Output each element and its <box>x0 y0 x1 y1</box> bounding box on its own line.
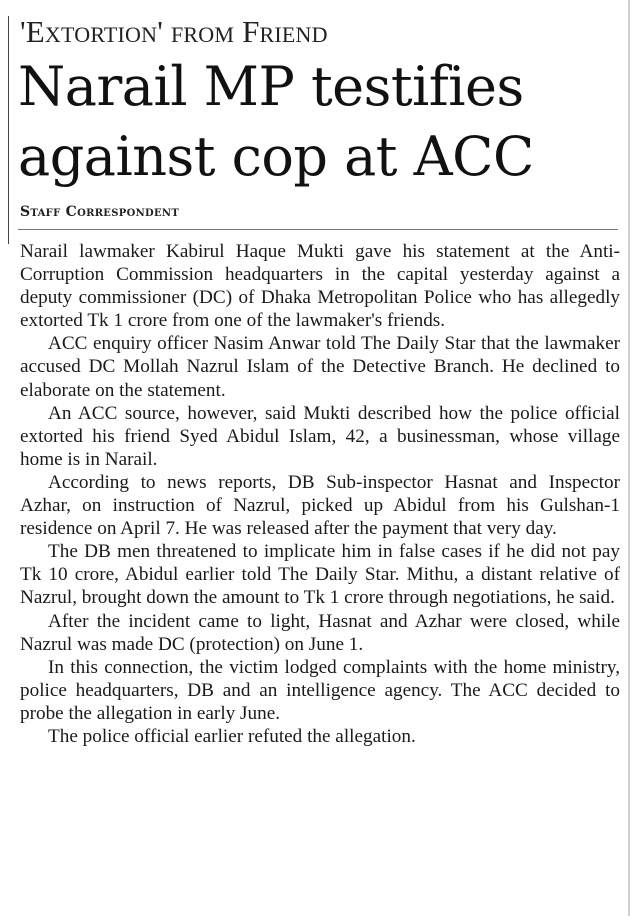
paragraph: In this connection, the victim lodged complaints with the home ministry, police headquarters, DB and an intelligence agency. The ACC decided to probe the allegation in early June. <box>20 656 620 724</box>
article-body <box>20 240 620 748</box>
headline: Narail MP testifies against cop at ACC <box>18 55 534 188</box>
paragraph: Narail lawmaker Kabirul Haque Mukti gave his statement at the Anti-Corruption Commission headquarters in the capital yesterday against a deputy commissioner (DC) of Dhaka Metropolitan Police who has allegedly extorted Tk 1 crore from one of the lawmaker's friends. <box>20 241 620 332</box>
paragraph: ACC enquiry officer Nasim Anwar told The Daily Star that the lawmaker accused DC Mollah Nazrul Islam of the Detective Branch. He declined to elaborate on the statement. <box>20 333 620 401</box>
paragraph: After the incident came to light, Hasnat and Azhar were closed, while Nazrul was made DC (protection) on June 1. <box>20 610 620 655</box>
paragraph: An ACC source, however, said Mukti described how the police official extorted his friend Syed Abidul Islam, 42, a businessman, whose village home is in Narail. <box>20 402 620 470</box>
paragraph: The police official earlier refuted the allegation. <box>48 725 416 747</box>
page-edge-rule <box>628 0 630 916</box>
byline-divider <box>18 229 618 230</box>
paragraph: The DB men threatened to implicate him in false cases if he did not pay Tk 10 crore, Abidul earlier told The Daily Star. Mithu, a distant relative of Nazrul, brought down the amount to Tk 1 crore through negotiations, he said. <box>20 541 620 609</box>
paragraph: According to news reports, DB Sub-inspector Hasnat and Inspector Azhar, on instruction of Nazrul, picked up Abidul from his Gulshan-1 residence on April 7. He was released after the payment that very day. <box>20 471 620 540</box>
kicker: 'Extortion' from Friend <box>20 14 328 49</box>
column-rule <box>8 16 9 244</box>
byline: Staff Correspondent <box>20 204 180 220</box>
